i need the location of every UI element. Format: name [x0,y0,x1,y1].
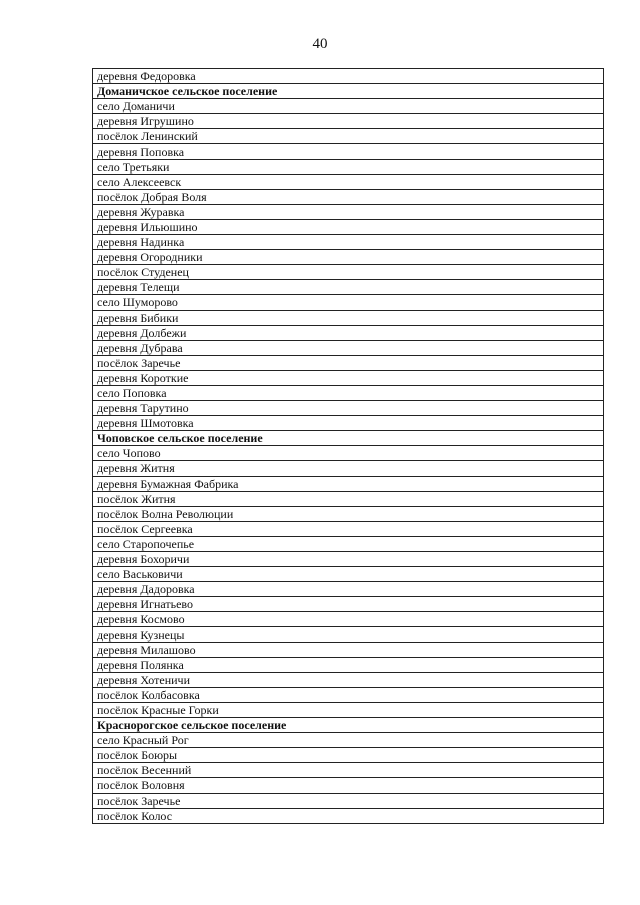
settlement-row [93,99,604,114]
settlement-row [93,476,604,491]
settlement-row [93,401,604,416]
section-title: Краснорогское сельское поселение [93,718,604,733]
settlement-name: деревня Милашово [93,642,604,657]
settlement-section-header-row [93,718,604,733]
settlement-name: деревня Журавка [93,204,604,219]
settlement-row [93,597,604,612]
settlement-name: деревня Дадоровка [93,582,604,597]
settlement-name: деревня Кузнецы [93,627,604,642]
settlement-row [93,385,604,400]
settlement-row [93,687,604,702]
settlement-row [93,612,604,627]
settlement-row [93,129,604,144]
settlement-row [93,748,604,763]
settlement-row [93,416,604,431]
settlement-row [93,657,604,672]
settlement-row [93,265,604,280]
settlement-name: посёлок Колбасовка [93,687,604,702]
settlement-name: деревня Телещи [93,280,604,295]
settlement-row [93,219,604,234]
settlement-name: деревня Игнатьево [93,597,604,612]
settlement-section-header-row [93,84,604,99]
settlement-row [93,778,604,793]
settlements-table-body [93,69,604,824]
settlement-name: посёлок Колос [93,808,604,823]
settlement-name: посёлок Заречье [93,793,604,808]
settlement-name: село Алексеевск [93,174,604,189]
section-title: Доманичское сельское поселение [93,84,604,99]
settlement-row [93,355,604,370]
settlement-row [93,295,604,310]
settlement-name: деревня Ильюшино [93,219,604,234]
settlement-name: посёлок Воловня [93,778,604,793]
section-title: Чоповское сельское поселение [93,431,604,446]
settlement-name: посёлок Студенец [93,265,604,280]
settlement-row [93,159,604,174]
settlement-row [93,446,604,461]
settlement-name: посёлок Добрая Воля [93,189,604,204]
settlement-name: деревня Огородники [93,250,604,265]
settlement-name: деревня Поповка [93,144,604,159]
settlement-row [93,144,604,159]
settlement-name: село Третьяки [93,159,604,174]
settlement-row [93,280,604,295]
settlement-name: село Поповка [93,385,604,400]
settlement-name: посёлок Волна Революции [93,506,604,521]
settlement-name: деревня Бибики [93,310,604,325]
settlement-row [93,521,604,536]
settlement-row [93,174,604,189]
settlement-row [93,235,604,250]
settlement-name: деревня Дубрава [93,340,604,355]
settlement-name: деревня Тарутино [93,401,604,416]
settlement-name: село Чопово [93,446,604,461]
settlement-name: посёлок Боюры [93,748,604,763]
settlement-name: деревня Полянка [93,657,604,672]
settlement-name: деревня Долбежи [93,325,604,340]
settlement-row [93,808,604,823]
settlement-row [93,69,604,84]
settlement-row [93,793,604,808]
settlement-row [93,461,604,476]
settlement-name: деревня Короткие [93,370,604,385]
settlement-name: деревня Бохоричи [93,552,604,567]
settlement-row [93,506,604,521]
settlement-name: посёлок Ленинский [93,129,604,144]
settlement-name: посёлок Заречье [93,355,604,370]
settlement-row [93,536,604,551]
page-number: 40 [312,36,328,52]
settlement-row [93,763,604,778]
settlement-row [93,567,604,582]
settlement-name: деревня Бумажная Фабрика [93,476,604,491]
settlement-name: деревня Федоровка [93,69,604,84]
settlement-row [93,370,604,385]
settlement-row [93,733,604,748]
settlement-section-header-row [93,431,604,446]
settlement-row [93,204,604,219]
settlement-name: село Красный Рог [93,733,604,748]
settlement-row [93,250,604,265]
settlement-name: деревня Космово [93,612,604,627]
settlement-row [93,491,604,506]
settlement-row [93,702,604,717]
settlement-row [93,642,604,657]
settlement-name: деревня Житня [93,461,604,476]
settlement-name: посёлок Красные Горки [93,702,604,717]
settlement-row [93,189,604,204]
settlement-name: деревня Игрушино [93,114,604,129]
settlement-name: деревня Хотеничи [93,672,604,687]
settlement-row [93,627,604,642]
settlement-row [93,310,604,325]
settlement-row [93,340,604,355]
settlement-row [93,552,604,567]
settlement-row [93,672,604,687]
settlement-name: посёлок Весенний [93,763,604,778]
settlement-name: деревня Надинка [93,235,604,250]
settlement-name: посёлок Сергеевка [93,521,604,536]
settlements-table [92,68,604,824]
settlement-row [93,114,604,129]
settlement-row [93,582,604,597]
settlement-name: посёлок Житня [93,491,604,506]
settlement-name: село Васьковичи [93,567,604,582]
settlement-name: село Шуморово [93,295,604,310]
settlement-row [93,325,604,340]
settlement-name: деревня Шмотовка [93,416,604,431]
settlement-name: село Старопочепье [93,536,604,551]
settlement-name: село Доманичи [93,99,604,114]
